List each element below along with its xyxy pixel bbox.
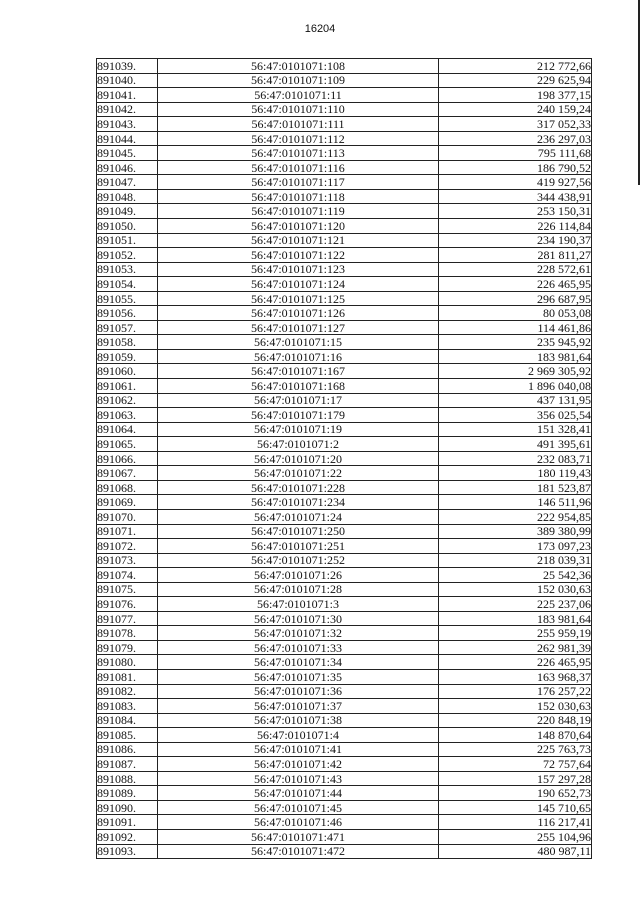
row-number-cell: 891063. — [97, 408, 158, 423]
cadastral-number-cell: 56:47:0101071:38 — [158, 713, 439, 728]
cadastral-value-cell: 235 945,92 — [439, 335, 592, 350]
cadastral-number-cell: 56:47:0101071:35 — [158, 669, 439, 684]
row-number-cell: 891046. — [97, 160, 158, 175]
cadastral-number-cell: 56:47:0101071:45 — [158, 800, 439, 815]
cadastral-number-cell: 56:47:0101071:3 — [158, 597, 439, 612]
cadastral-value-cell: 146 511,96 — [439, 495, 592, 510]
cadastral-value-cell: 281 811,27 — [439, 248, 592, 263]
cadastral-value-cell: 1 896 040,08 — [439, 379, 592, 394]
cadastral-number-cell: 56:47:0101071:119 — [158, 204, 439, 219]
table-row — [97, 509, 592, 524]
cadastral-value-cell: 163 968,37 — [439, 669, 592, 684]
cadastral-value-cell: 419 927,56 — [439, 175, 592, 190]
cadastral-value-cell: 225 237,06 — [439, 597, 592, 612]
cadastral-value-table — [96, 58, 592, 859]
cadastral-number-cell: 56:47:0101071:125 — [158, 291, 439, 306]
cadastral-value-cell: 198 377,15 — [439, 88, 592, 103]
row-number-cell: 891059. — [97, 349, 158, 364]
row-number-cell: 891093. — [97, 844, 158, 859]
cadastral-value-cell: 183 981,64 — [439, 349, 592, 364]
row-number-cell: 891040. — [97, 73, 158, 88]
cadastral-value-cell: 296 687,95 — [439, 291, 592, 306]
cadastral-number-cell: 56:47:0101071:34 — [158, 655, 439, 670]
row-number-cell: 891074. — [97, 568, 158, 583]
table-row — [97, 466, 592, 481]
cadastral-number-cell: 56:47:0101071:32 — [158, 626, 439, 641]
cadastral-value-cell: 225 763,73 — [439, 742, 592, 757]
cadastral-number-cell: 56:47:0101071:16 — [158, 349, 439, 364]
row-number-cell: 891082. — [97, 684, 158, 699]
cadastral-value-cell: 232 083,71 — [439, 451, 592, 466]
cadastral-value-cell: 72 757,64 — [439, 757, 592, 772]
cadastral-value-cell: 234 190,37 — [439, 233, 592, 248]
row-number-cell: 891075. — [97, 582, 158, 597]
cadastral-number-cell: 56:47:0101071:120 — [158, 219, 439, 234]
row-number-cell: 891084. — [97, 713, 158, 728]
cadastral-number-cell: 56:47:0101071:108 — [158, 59, 439, 74]
cadastral-value-cell: 181 523,87 — [439, 480, 592, 495]
cadastral-number-cell: 56:47:0101071:116 — [158, 160, 439, 175]
table-row — [97, 611, 592, 626]
cadastral-value-cell: 222 954,85 — [439, 509, 592, 524]
cadastral-number-cell: 56:47:0101071:2 — [158, 437, 439, 452]
row-number-cell: 891054. — [97, 277, 158, 292]
cadastral-value-cell: 255 104,96 — [439, 829, 592, 844]
table-row — [97, 160, 592, 175]
table-row — [97, 568, 592, 583]
cadastral-number-cell: 56:47:0101071:36 — [158, 684, 439, 699]
table-row — [97, 626, 592, 641]
cadastral-number-cell: 56:47:0101071:113 — [158, 146, 439, 161]
table-row — [97, 728, 592, 743]
table-row — [97, 699, 592, 714]
cadastral-value-cell: 480 987,11 — [439, 844, 592, 859]
row-number-cell: 891065. — [97, 437, 158, 452]
table-row — [97, 175, 592, 190]
row-number-cell: 891079. — [97, 640, 158, 655]
cadastral-value-cell: 152 030,63 — [439, 699, 592, 714]
table-row — [97, 597, 592, 612]
cadastral-number-cell: 56:47:0101071:252 — [158, 553, 439, 568]
row-number-cell: 891044. — [97, 131, 158, 146]
table-row — [97, 640, 592, 655]
cadastral-value-cell: 218 039,31 — [439, 553, 592, 568]
row-number-cell: 891088. — [97, 771, 158, 786]
cadastral-number-cell: 56:47:0101071:30 — [158, 611, 439, 626]
cadastral-value-cell: 183 981,64 — [439, 611, 592, 626]
cadastral-number-cell: 56:47:0101071:26 — [158, 568, 439, 583]
row-number-cell: 891045. — [97, 146, 158, 161]
table-row — [97, 524, 592, 539]
row-number-cell: 891089. — [97, 786, 158, 801]
row-number-cell: 891039. — [97, 59, 158, 74]
row-number-cell: 891067. — [97, 466, 158, 481]
cadastral-value-cell: 190 652,73 — [439, 786, 592, 801]
row-number-cell: 891080. — [97, 655, 158, 670]
cadastral-value-cell: 253 150,31 — [439, 204, 592, 219]
cadastral-number-cell: 56:47:0101071:4 — [158, 728, 439, 743]
row-number-cell: 891062. — [97, 393, 158, 408]
table-row — [97, 844, 592, 859]
table-row — [97, 408, 592, 423]
table-row — [97, 277, 592, 292]
table-row — [97, 815, 592, 830]
table-row — [97, 539, 592, 554]
table-row — [97, 771, 592, 786]
cadastral-value-cell: 80 053,08 — [439, 306, 592, 321]
cadastral-number-cell: 56:47:0101071:179 — [158, 408, 439, 423]
row-number-cell: 891051. — [97, 233, 158, 248]
row-number-cell: 891049. — [97, 204, 158, 219]
row-number-cell: 891060. — [97, 364, 158, 379]
cadastral-number-cell: 56:47:0101071:43 — [158, 771, 439, 786]
row-number-cell: 891072. — [97, 539, 158, 554]
cadastral-value-cell: 157 297,28 — [439, 771, 592, 786]
cadastral-number-cell: 56:47:0101071:472 — [158, 844, 439, 859]
cadastral-number-cell: 56:47:0101071:251 — [158, 539, 439, 554]
cadastral-value-cell: 151 328,41 — [439, 422, 592, 437]
table-row — [97, 786, 592, 801]
table-row — [97, 102, 592, 117]
table-row — [97, 553, 592, 568]
row-number-cell: 891048. — [97, 189, 158, 204]
row-number-cell: 891076. — [97, 597, 158, 612]
table-row — [97, 146, 592, 161]
row-number-cell: 891057. — [97, 320, 158, 335]
cadastral-number-cell: 56:47:0101071:28 — [158, 582, 439, 597]
cadastral-value-cell: 180 119,43 — [439, 466, 592, 481]
cadastral-value-cell: 262 981,39 — [439, 640, 592, 655]
cadastral-value-cell: 114 461,86 — [439, 320, 592, 335]
table-row — [97, 306, 592, 321]
table-row — [97, 364, 592, 379]
cadastral-value-cell: 226 465,95 — [439, 655, 592, 670]
page-number: 16204 — [304, 23, 336, 35]
cadastral-number-cell: 56:47:0101071:19 — [158, 422, 439, 437]
table-row — [97, 262, 592, 277]
row-number-cell: 891056. — [97, 306, 158, 321]
cadastral-value-cell: 236 297,03 — [439, 131, 592, 146]
cadastral-number-cell: 56:47:0101071:126 — [158, 306, 439, 321]
row-number-cell: 891052. — [97, 248, 158, 263]
cadastral-value-cell: 212 772,66 — [439, 59, 592, 74]
row-number-cell: 891090. — [97, 800, 158, 815]
table-row — [97, 189, 592, 204]
cadastral-value-cell: 229 625,94 — [439, 73, 592, 88]
cadastral-value-cell: 344 438,91 — [439, 189, 592, 204]
table-row — [97, 379, 592, 394]
cadastral-number-cell: 56:47:0101071:110 — [158, 102, 439, 117]
table-row — [97, 742, 592, 757]
row-number-cell: 891092. — [97, 829, 158, 844]
cadastral-number-cell: 56:47:0101071:44 — [158, 786, 439, 801]
table-row — [97, 451, 592, 466]
cadastral-number-cell: 56:47:0101071:20 — [158, 451, 439, 466]
row-number-cell: 891053. — [97, 262, 158, 277]
table-row — [97, 480, 592, 495]
cadastral-value-cell: 491 395,61 — [439, 437, 592, 452]
cadastral-number-cell: 56:47:0101071:41 — [158, 742, 439, 757]
cadastral-value-cell: 186 790,52 — [439, 160, 592, 175]
table-row — [97, 233, 592, 248]
row-number-cell: 891077. — [97, 611, 158, 626]
table-body — [97, 59, 592, 859]
table-row — [97, 582, 592, 597]
cadastral-number-cell: 56:47:0101071:109 — [158, 73, 439, 88]
row-number-cell: 891070. — [97, 509, 158, 524]
row-number-cell: 891066. — [97, 451, 158, 466]
table-row — [97, 117, 592, 132]
row-number-cell: 891042. — [97, 102, 158, 117]
row-number-cell: 891083. — [97, 699, 158, 714]
row-number-cell: 891091. — [97, 815, 158, 830]
row-number-cell: 891064. — [97, 422, 158, 437]
table-row — [97, 829, 592, 844]
cadastral-number-cell: 56:47:0101071:168 — [158, 379, 439, 394]
table-row — [97, 800, 592, 815]
table-row — [97, 684, 592, 699]
cadastral-value-cell: 240 159,24 — [439, 102, 592, 117]
cadastral-value-cell: 25 542,36 — [439, 568, 592, 583]
cadastral-number-cell: 56:47:0101071:124 — [158, 277, 439, 292]
cadastral-value-cell: 389 380,99 — [439, 524, 592, 539]
table-row — [97, 291, 592, 306]
cadastral-number-cell: 56:47:0101071:15 — [158, 335, 439, 350]
row-number-cell: 891086. — [97, 742, 158, 757]
cadastral-value-cell: 176 257,22 — [439, 684, 592, 699]
row-number-cell: 891050. — [97, 219, 158, 234]
cadastral-number-cell: 56:47:0101071:471 — [158, 829, 439, 844]
row-number-cell: 891073. — [97, 553, 158, 568]
table-row — [97, 73, 592, 88]
table-row — [97, 349, 592, 364]
cadastral-value-cell: 317 052,33 — [439, 117, 592, 132]
cadastral-number-cell: 56:47:0101071:123 — [158, 262, 439, 277]
table-row — [97, 669, 592, 684]
cadastral-value-cell: 2 969 305,92 — [439, 364, 592, 379]
cadastral-number-cell: 56:47:0101071:11 — [158, 88, 439, 103]
cadastral-number-cell: 56:47:0101071:234 — [158, 495, 439, 510]
row-number-cell: 891078. — [97, 626, 158, 641]
table-row — [97, 713, 592, 728]
row-number-cell: 891041. — [97, 88, 158, 103]
cadastral-value-cell: 437 131,95 — [439, 393, 592, 408]
row-number-cell: 891068. — [97, 480, 158, 495]
cadastral-number-cell: 56:47:0101071:250 — [158, 524, 439, 539]
row-number-cell: 891081. — [97, 669, 158, 684]
cadastral-value-cell: 228 572,61 — [439, 262, 592, 277]
row-number-cell: 891071. — [97, 524, 158, 539]
table-row — [97, 204, 592, 219]
table-row — [97, 88, 592, 103]
cadastral-number-cell: 56:47:0101071:17 — [158, 393, 439, 408]
cadastral-number-cell: 56:47:0101071:122 — [158, 248, 439, 263]
row-number-cell: 891069. — [97, 495, 158, 510]
table-row — [97, 59, 592, 74]
table-row — [97, 219, 592, 234]
cadastral-value-cell: 145 710,65 — [439, 800, 592, 815]
row-number-cell: 891087. — [97, 757, 158, 772]
cadastral-number-cell: 56:47:0101071:33 — [158, 640, 439, 655]
table-row — [97, 757, 592, 772]
row-number-cell: 891047. — [97, 175, 158, 190]
cadastral-number-cell: 56:47:0101071:37 — [158, 699, 439, 714]
table-row — [97, 422, 592, 437]
cadastral-value-cell: 356 025,54 — [439, 408, 592, 423]
row-number-cell: 891085. — [97, 728, 158, 743]
cadastral-number-cell: 56:47:0101071:127 — [158, 320, 439, 335]
cadastral-number-cell: 56:47:0101071:112 — [158, 131, 439, 146]
cadastral-value-cell: 116 217,41 — [439, 815, 592, 830]
table-row — [97, 437, 592, 452]
cadastral-number-cell: 56:47:0101071:46 — [158, 815, 439, 830]
cadastral-number-cell: 56:47:0101071:111 — [158, 117, 439, 132]
table-row — [97, 131, 592, 146]
cadastral-number-cell: 56:47:0101071:24 — [158, 509, 439, 524]
cadastral-value-cell: 173 097,23 — [439, 539, 592, 554]
cadastral-value-cell: 152 030,63 — [439, 582, 592, 597]
table-row — [97, 495, 592, 510]
row-number-cell: 891061. — [97, 379, 158, 394]
cadastral-number-cell: 56:47:0101071:22 — [158, 466, 439, 481]
cadastral-number-cell: 56:47:0101071:228 — [158, 480, 439, 495]
cadastral-value-cell: 226 465,95 — [439, 277, 592, 292]
cadastral-value-cell: 220 848,19 — [439, 713, 592, 728]
cadastral-value-cell: 795 111,68 — [439, 146, 592, 161]
cadastral-number-cell: 56:47:0101071:42 — [158, 757, 439, 772]
cadastral-value-cell: 148 870,64 — [439, 728, 592, 743]
row-number-cell: 891043. — [97, 117, 158, 132]
table-row — [97, 248, 592, 263]
cadastral-number-cell: 56:47:0101071:117 — [158, 175, 439, 190]
table-row — [97, 393, 592, 408]
cadastral-value-cell: 255 959,19 — [439, 626, 592, 641]
cadastral-value-cell: 226 114,84 — [439, 219, 592, 234]
cadastral-number-cell: 56:47:0101071:167 — [158, 364, 439, 379]
row-number-cell: 891055. — [97, 291, 158, 306]
table-row — [97, 320, 592, 335]
cadastral-number-cell: 56:47:0101071:121 — [158, 233, 439, 248]
row-number-cell: 891058. — [97, 335, 158, 350]
cadastral-number-cell: 56:47:0101071:118 — [158, 189, 439, 204]
table-row — [97, 335, 592, 350]
table-row — [97, 655, 592, 670]
